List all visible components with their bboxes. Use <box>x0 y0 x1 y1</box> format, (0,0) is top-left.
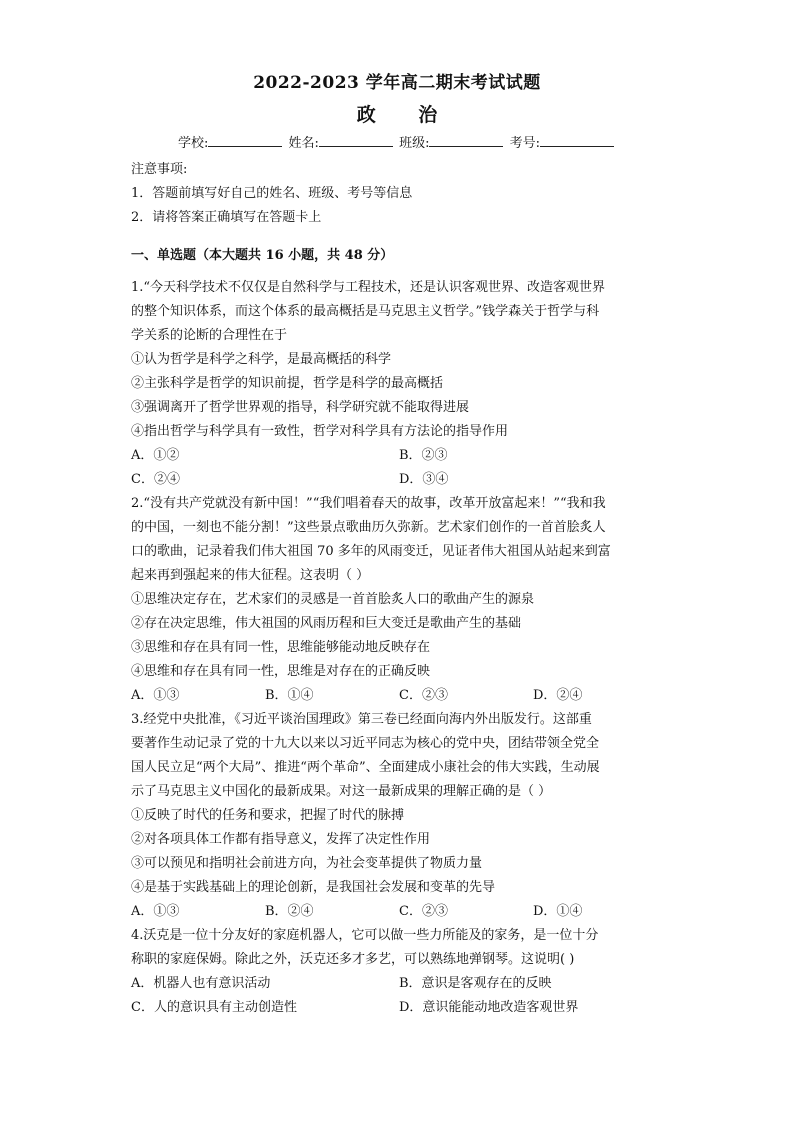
option-a[interactable]: A．①② <box>131 448 180 463</box>
option-a[interactable]: A．机器人也有意识活动 <box>131 976 271 991</box>
question-1 <box>131 276 667 492</box>
statement: ②主张科学是哲学的知识前提，哲学是科学的最高概括 <box>131 376 444 391</box>
question-text: 示了马克思主义中国化的最新成果。对这一最新成果的理解正确的是（ ） <box>131 784 552 799</box>
statement: ④是基于实践基础上的理论创新，是我国社会发展和变革的先导 <box>131 880 496 895</box>
option-d[interactable]: D．③④ <box>399 472 449 487</box>
exam-title: 2022-2023 学年高二期末考试试题 <box>253 73 541 93</box>
question-text: 要著作生动记录了党的十九大以来以习近平同志为核心的党中央，团结带领全党全 <box>131 736 600 751</box>
option-a[interactable]: A．①③ <box>131 904 180 919</box>
statement: ③可以预见和指明社会前进方向，为社会变革提供了物质力量 <box>131 856 483 871</box>
section-heading: 一、单选题（本大题共 16 小题，共 48 分） <box>131 248 394 263</box>
option-c[interactable]: C．人的意识具有主动创造性 <box>131 1000 297 1015</box>
question-text: 3.经党中央批准，《习近平谈治国理政》第三卷已经面向海内外出版发行。这部重 <box>131 712 592 727</box>
option-a[interactable]: A．①③ <box>131 688 180 703</box>
school-blank[interactable] <box>208 134 282 147</box>
question-text: 1.“今天科学技术不仅仅是自然科学与工程技术，还是认识客观世界、改造客观世界 <box>131 280 606 295</box>
statement: ③思维和存在具有同一性，思维能够能动地反映存在 <box>131 640 431 655</box>
question-text: 起来再到强起来的伟大征程。这表明（ ） <box>131 568 370 583</box>
question-text: 的中国，一刻也不能分割！”这些景点歌曲历久弥新。艺术家们创作的一首首脍炙人 <box>131 520 606 535</box>
option-b[interactable]: B．②③ <box>399 448 448 463</box>
statement: ②存在决定思维，伟大祖国的风雨历程和巨大变迁是歌曲产生的基础 <box>131 616 522 631</box>
question-3 <box>131 708 667 924</box>
option-d[interactable]: D．②④ <box>533 688 583 703</box>
exam-number-label: 考号: <box>509 136 540 151</box>
question-text: 口的歌曲，记录着我们伟大祖国 70 多年的风雨变迁，见证者伟大祖国从站起来到富 <box>131 544 611 559</box>
name-blank[interactable] <box>319 134 393 147</box>
exam-number-blank[interactable] <box>540 134 614 147</box>
class-blank[interactable] <box>429 134 503 147</box>
school-label: 学校: <box>178 136 209 151</box>
question-text: 称职的家庭保姆。除此之外，沃克还多才多艺，可以熟练地弹钢琴。这说明( ) <box>131 952 575 967</box>
student-info-row <box>178 132 616 151</box>
statement: ②对各项具体工作都有指导意义，发挥了决定性作用 <box>131 832 431 847</box>
question-text: 的整个知识体系，而这个体系的最高概括是马克思主义哲学。”钱学森关于哲学与科 <box>131 304 600 319</box>
notice-item: 2．请将答案正确填写在答题卡上 <box>131 210 322 225</box>
statement: ④指出哲学与科学具有一致性，哲学对科学具有方法论的指导作用 <box>131 424 509 439</box>
option-c[interactable]: C．②④ <box>131 472 180 487</box>
question-2 <box>131 492 667 708</box>
option-b[interactable]: B．①④ <box>265 688 314 703</box>
class-label: 班级: <box>399 136 430 151</box>
question-text: 国人民立足“两个大局”、推进“两个革命”、全面建成小康社会的伟大实践，生动展 <box>131 760 600 775</box>
option-b[interactable]: B．意识是客观存在的反映 <box>399 976 552 991</box>
statement: ①反映了时代的任务和要求，把握了时代的脉搏 <box>131 808 405 823</box>
exam-body <box>131 158 667 1020</box>
name-label: 姓名: <box>288 136 319 151</box>
statement: ①思维决定存在，艺术家们的灵感是一首首脍炙人口的歌曲产生的源泉 <box>131 592 535 607</box>
option-b[interactable]: B．②④ <box>265 904 314 919</box>
option-c[interactable]: C．②③ <box>399 688 448 703</box>
notice-item: 1．答题前填写好自己的姓名、班级、考号等信息 <box>131 186 413 201</box>
question-text: 2.“没有共产党就没有新中国！”“我们唱着春天的故事，改革开放富起来！”“我和我 <box>131 496 606 511</box>
statement: ④思维和存在具有同一性，思维是对存在的正确反映 <box>131 664 431 679</box>
subject-title: 政 治 <box>356 104 456 126</box>
question-text: 学关系的论断的合理性在于 <box>131 328 288 343</box>
question-text: 4.沃克是一位十分友好的家庭机器人，它可以做一些力所能及的家务，是一位十分 <box>131 928 599 943</box>
option-d[interactable]: D．①④ <box>533 904 583 919</box>
notice-heading: 注意事项: <box>131 162 188 177</box>
statement: ③强调离开了哲学世界观的指导，科学研究就不能取得进展 <box>131 400 470 415</box>
statement: ①认为哲学是科学之科学，是最高概括的科学 <box>131 352 392 367</box>
question-4 <box>131 924 667 1020</box>
option-d[interactable]: D．意识能能动地改造客观世界 <box>399 1000 579 1015</box>
option-c[interactable]: C．②③ <box>399 904 448 919</box>
